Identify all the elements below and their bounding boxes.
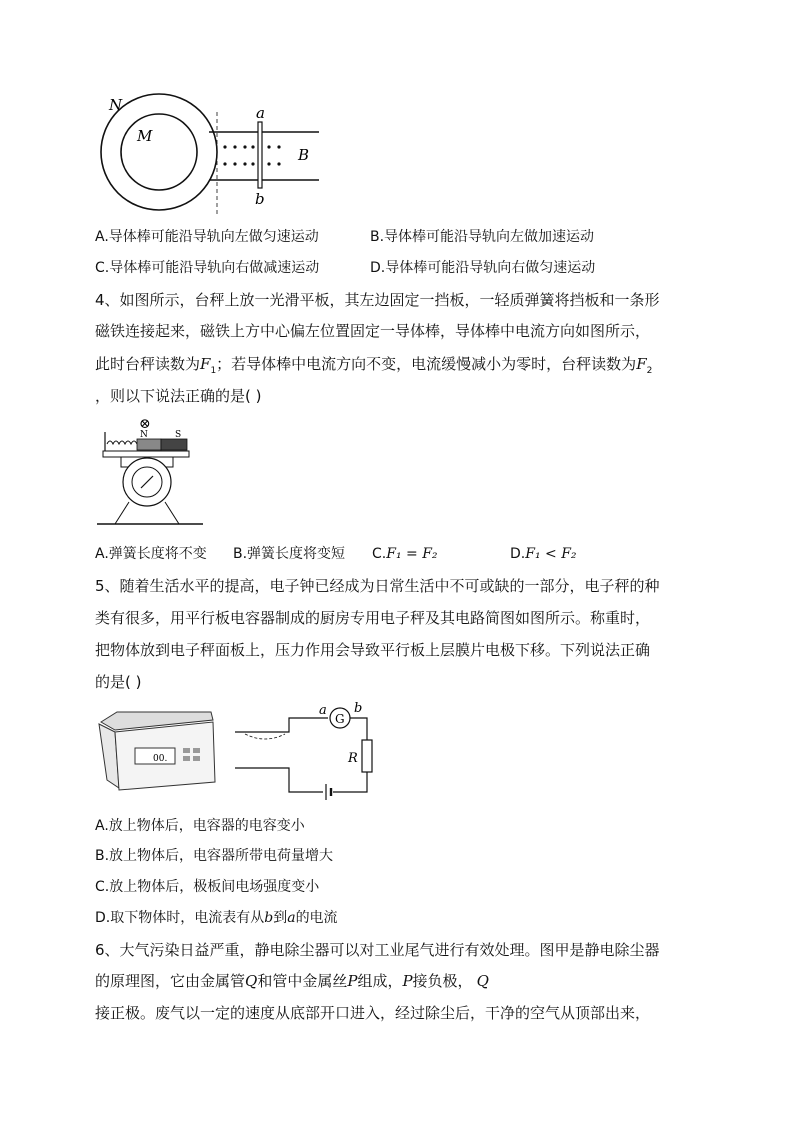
q4-option-a: A.弹簧长度将不变 bbox=[95, 546, 207, 562]
q3-option-b: B.导体棒可能沿导轨向左做加速运动 bbox=[370, 229, 595, 245]
q5-line-2: 类有很多，用平行板电容器制成的厨房专用电子秤及其电路简图如图所示。称重时， bbox=[95, 609, 651, 627]
q6-line-2: 的原理图，它由金属管Q和管中金属丝P组成，P接负极， Q bbox=[95, 972, 489, 990]
q5-line-4: 的是( ) bbox=[95, 673, 142, 691]
label-b-circuit: b bbox=[354, 701, 363, 716]
magnet-N: N bbox=[140, 430, 148, 440]
q4-line-2: 磁铁连接起来，磁铁上方中心偏左位置固定一导体棒，导体棒中电流方向如图所示， bbox=[95, 322, 651, 340]
q3-option-d: D.导体棒可能沿导轨向右做匀速运动 bbox=[370, 260, 596, 276]
label-a: a bbox=[256, 104, 265, 122]
q4-option-c: C.F₁ = F₂ bbox=[372, 546, 438, 562]
q4-option-d: D.F₁ < F₂ bbox=[510, 546, 577, 562]
q5-option-b: B.放上物体后，电容器所带电荷量增大 bbox=[95, 848, 334, 864]
label-b: b bbox=[255, 190, 265, 208]
galvanometer-G: G bbox=[335, 712, 345, 726]
scale-display: 00. bbox=[153, 754, 168, 764]
label-R: R bbox=[348, 751, 358, 766]
q3-option-a: A.导体棒可能沿导轨向左做匀速运动 bbox=[95, 229, 319, 245]
q5-option-c: C.放上物体后，极板间电场强度变小 bbox=[95, 879, 320, 895]
q5-line-3: 把物体放到电子秤面板上，压力作用会导致平行板上层膜片电极下移。下列说法正确 bbox=[95, 641, 651, 659]
label-B: B bbox=[298, 146, 310, 164]
figure-scale-circuit bbox=[95, 700, 385, 808]
current-symbol: ⊗ bbox=[139, 416, 151, 432]
q6-line-3: 接正极。废气以一定的速度从底部开口进入，经过除尘后，干净的空气从顶部出来， bbox=[95, 1004, 651, 1022]
q4-line-3: 此时台秤读数为$F_1$；若导体棒中电流方向不变，电流缓慢减小为零时，台秤读数为$F_2$ bbox=[95, 355, 653, 376]
q3-option-c: C.导体棒可能沿导轨向右做减速运动 bbox=[95, 260, 320, 276]
label-M: M bbox=[137, 127, 153, 145]
magnet-S: S bbox=[175, 430, 182, 440]
q4-line-4: ，则以下说法正确的是( ) bbox=[95, 387, 262, 405]
q5-option-d: D.取下物体时，电流表有从b到a的电流 bbox=[95, 910, 338, 926]
figure-scale-magnet bbox=[95, 412, 205, 534]
label-a-circuit: a bbox=[319, 703, 327, 718]
q4-line-1: 4、如图所示，台秤上放一光滑平板，其左边固定一挡板，一轻质弹簧将挡板和一条形 bbox=[95, 291, 660, 309]
q6-line-1: 6、大气污染日益严重，静电除尘器可以对工业尾气进行有效处理。图甲是静电除尘器 bbox=[95, 941, 660, 959]
q4-option-b: B.弹簧长度将变短 bbox=[233, 546, 346, 562]
figure-rails-ring bbox=[95, 92, 335, 220]
q5-option-a: A.放上物体后，电容器的电容变小 bbox=[95, 818, 305, 834]
q5-line-1: 5、随着生活水平的提高，电子钟已经成为日常生活中不可或缺的一部分，电子秤的种 bbox=[95, 577, 660, 595]
label-N: N bbox=[109, 96, 123, 114]
